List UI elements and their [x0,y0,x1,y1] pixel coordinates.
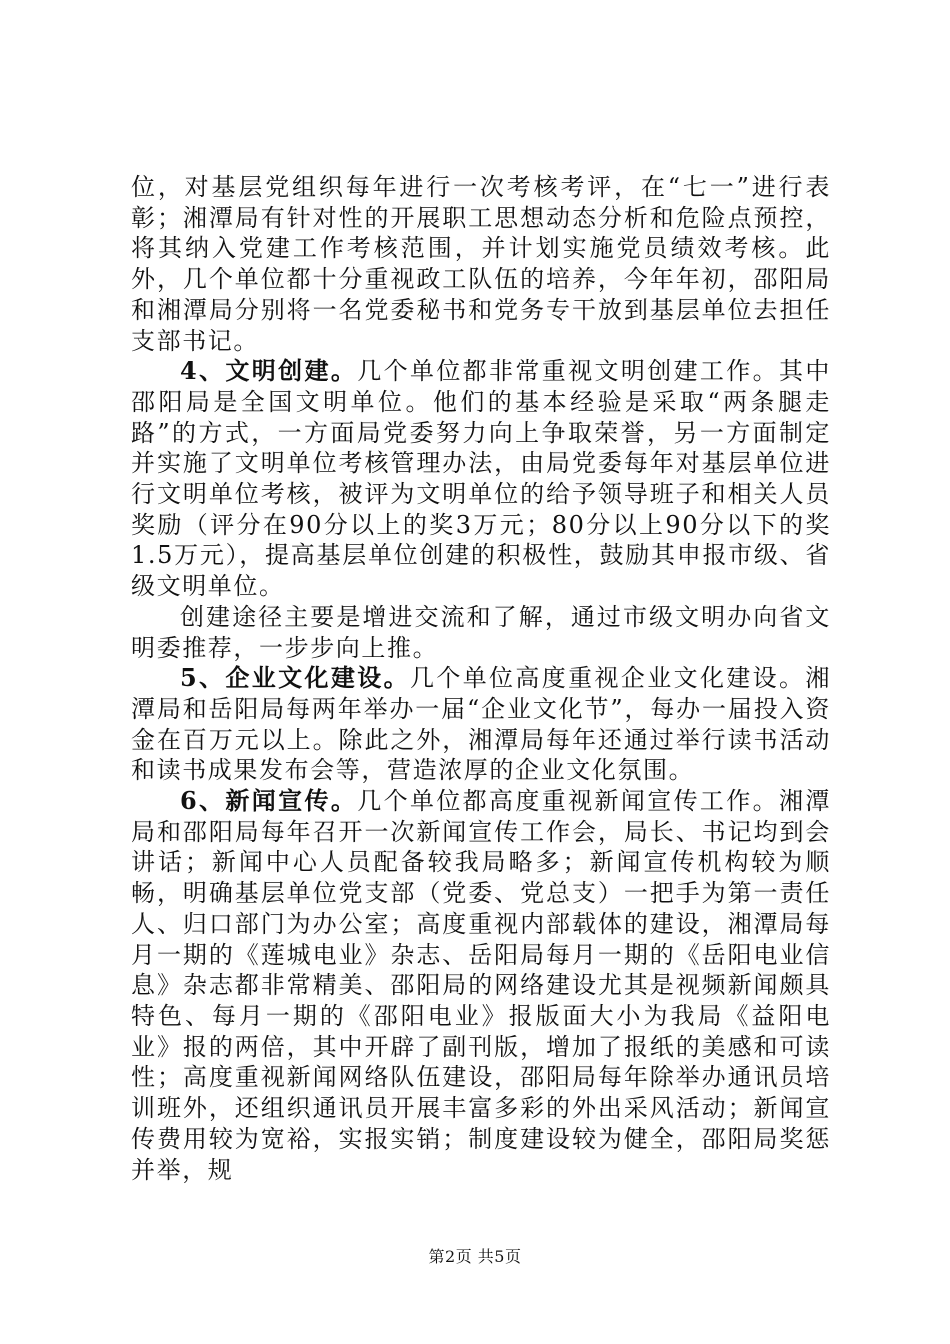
paragraph-text: 几个单位都高度重视新闻宣传工作。湘潭局和邵阳局每年召开一次新闻宣传工作会，局长、书记均到会讲话；新闻中心人员配备较我局略多；新闻宣传机构较为顺畅，明确基层单位党支部（党委、党总支）一把手为第一责任人、归口部门为办公室；高度重视内部载体的建设，湘潭局每月一期的《莲城电业》杂志、岳阳局每月一期的《岳阳电业信息》杂志都非常精美、邵阳局的网络建设尤其是视频新闻颇具特色、每月一期的《邵阳电业》报版面大小为我局《益阳电业》报的两倍，其中开辟了副刊版，增加了报纸的美感和可读性；高度重视新闻网络队伍建设，邵阳局每年除举办通讯员培训班外，还组织通讯员开展丰富多彩的外出采风活动；新闻宣传费用较为宽裕，实报实销；制度建设较为健全，邵阳局奖惩并举，规 [131,787,831,1184]
section-heading-news-publicity: 6、新闻宣传。 [180,786,358,816]
section-heading-corporate-culture: 5、企业文化建设。 [180,663,410,693]
paragraph-text: 位，对基层党组织每年进行一次考核考评，在“七一”进行表彰；湘潭局有针对性的开展职工思想动态分析和危险点预控，将其纳入党建工作考核范围，并计划实施党员绩效考核。此外，几个单位都十分重视政工队伍的培养，今年年初，邵阳局和湘潭局分别将一名党委秘书和党务专干放到基层单位去担任支部书记。 [131,173,831,355]
section-heading-civilization: 4、文明创建。 [180,356,358,386]
paragraph-text: 几个单位高度重视企业文化建设。湘潭局和岳阳局每两年举办一届“企业文化节”，每办一届投入资金在百万元以上。除此之外，湘潭局每年还通过举行读书活动和读书成果发布会等，营造浓厚的企业文化氛围。 [131,664,831,785]
paragraph-corporate-culture [131,663,831,786]
paragraph-news-publicity [131,786,831,1185]
page-number-footer: 第2页 共5页 [428,1247,522,1266]
paragraph-civilization-approach [131,602,831,663]
paragraph-party-assessment [131,172,831,356]
document-body [131,172,831,1185]
paragraph-text: 创建途径主要是增进交流和了解，通过市级文明办向省文明委推荐，一步步向上推。 [131,602,831,662]
paragraph-text: 几个单位都非常重视文明创建工作。其中邵阳局是全国文明单位。他们的基本经验是采取“两条腿走路”的方式，一方面局党委努力向上争取荣誉，另一方面制定并实施了文明单位考核管理办法，由局党委每年对基层单位进行文明单位考核，被评为文明单位的给予领导班子和相关人员奖励（评分在90分以上的奖3万元；80分以上90分以下的奖1.5万元），提高基层单位创建的积极性，鼓励其申报市级、省级文明单位。 [131,357,831,601]
paragraph-civilization [131,356,831,602]
